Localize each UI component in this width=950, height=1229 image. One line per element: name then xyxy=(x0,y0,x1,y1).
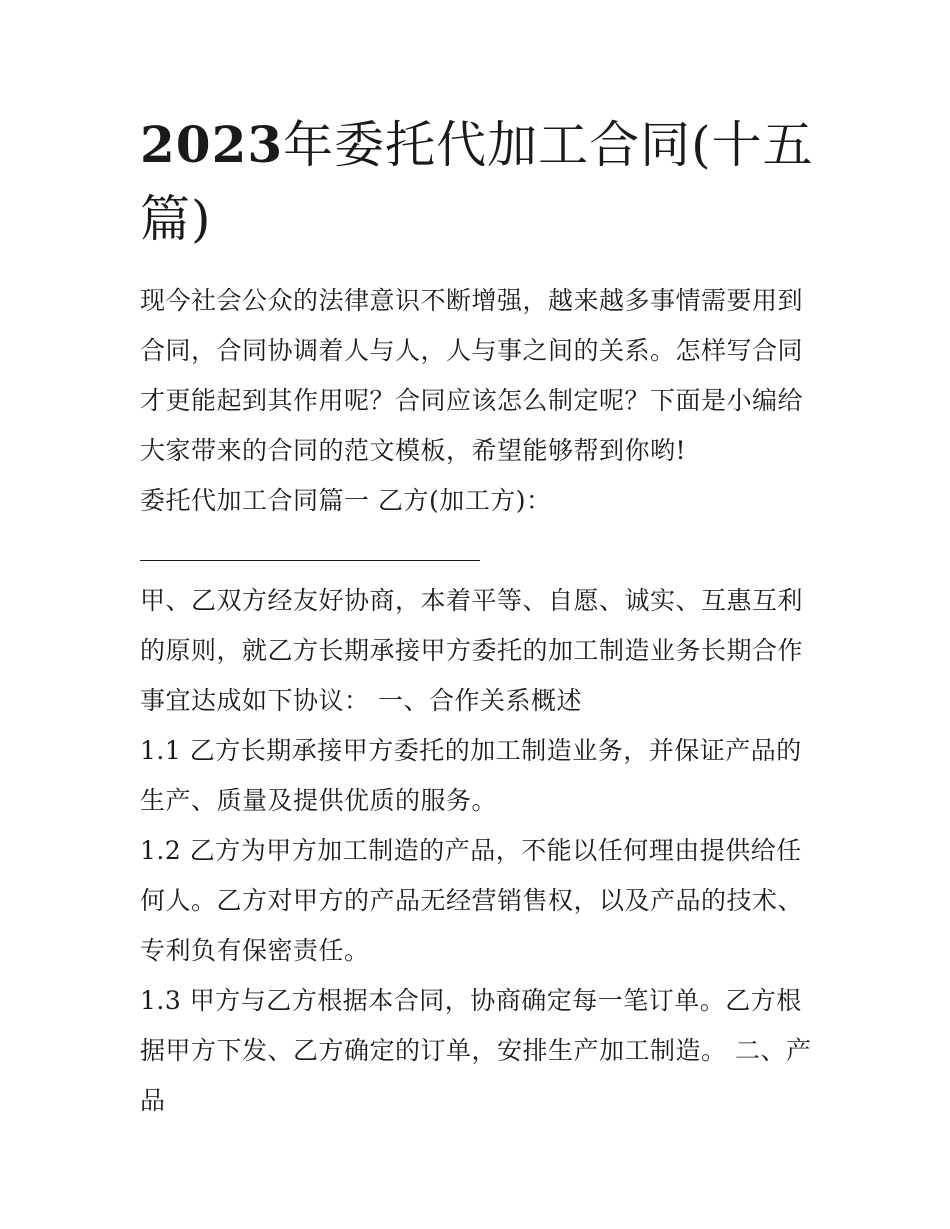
underline xyxy=(140,560,480,561)
clause-1-1: 1.1 乙方长期承接甲方委托的加工制造业务，并保证产品的生产、质量及提供优质的服务。 xyxy=(140,736,802,815)
agreement-paragraph: 甲、乙双方经友好协商，本着平等、自愿、诚实、互惠互利的原则，就乙方长期承接甲方委托的加工制造业务长期合作事宜达成如下协议： 一、合作关系概述 xyxy=(140,586,804,715)
document-body xyxy=(140,276,820,1126)
document-title xyxy=(140,108,820,256)
clause-1-2: 1.2 乙方为甲方加工制造的产品，不能以任何理由提供给任何人。乙方对甲方的产品无经营销售权，以及产品的技术、专利负有保密责任。 xyxy=(140,836,804,965)
clause-1-3: 1.3 甲方与乙方根据本合同，协商确定每一笔订单。乙方根据甲方下发、乙方确定的订单，安排生产加工制造。 二、产品 xyxy=(140,986,812,1115)
document-page xyxy=(140,108,820,1126)
intro-paragraph: 现今社会公众的法律意识不断增强，越来越多事情需要用到合同，合同协调着人与人，人与事之间的关系。怎样写合同才更能起到其作用呢？合同应该怎么制定呢？下面是小编给大家带来的合同的范文模板，希望能够帮到你哟! xyxy=(140,286,804,465)
title-text: 年委托代加工合同(十五篇) xyxy=(140,116,814,248)
title-year: 2023 xyxy=(140,115,284,174)
section-heading: 委托代加工合同篇一 乙方(加工方)： xyxy=(140,486,552,515)
signature-blank-line xyxy=(140,526,820,576)
